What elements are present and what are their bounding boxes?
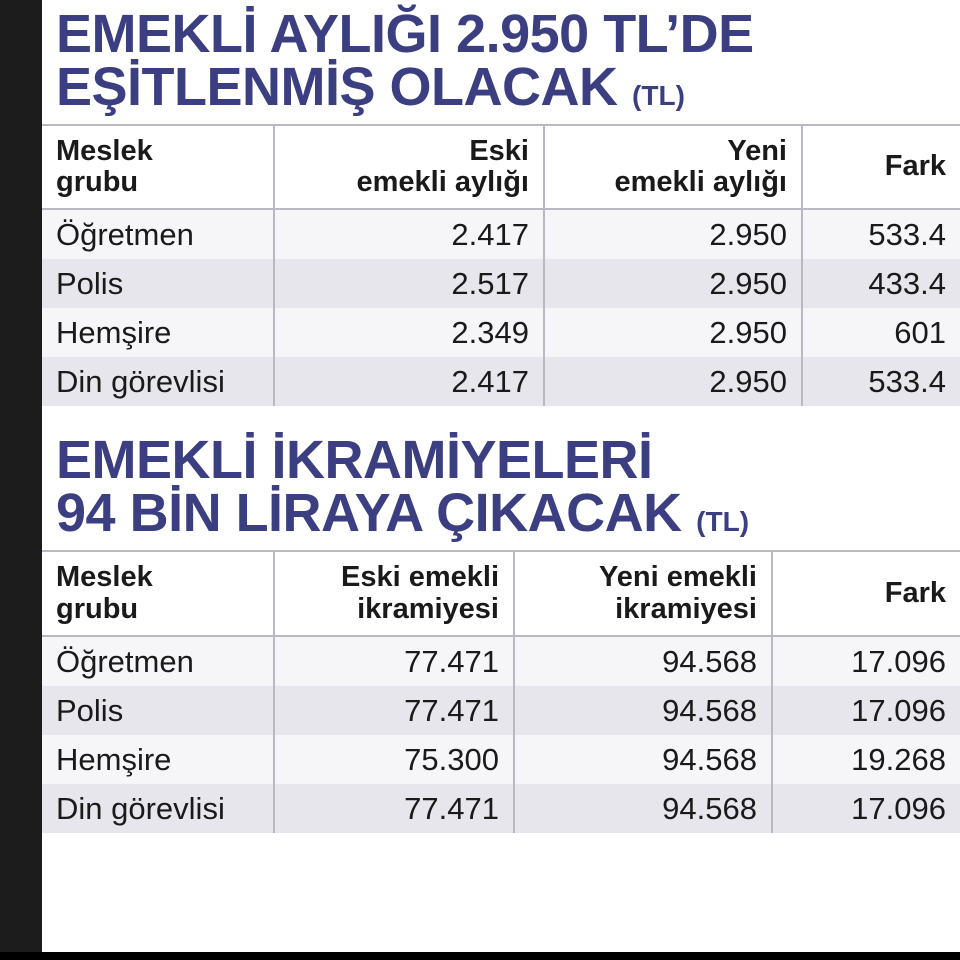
cell-profession: Polis <box>42 259 274 308</box>
section-2-headline-line1: EMEKLİ İKRAMİYELERİ <box>56 430 653 491</box>
section-pension-bonus <box>42 424 960 832</box>
section-2-headline <box>42 424 960 544</box>
cell-diff: 601 <box>802 308 960 357</box>
cell-profession: Din görevlisi <box>42 357 274 406</box>
section-2-headline-line2: 94 BİN LİRAYA ÇIKACAK (TL) <box>56 483 750 544</box>
cell-profession: Öğretmen <box>42 636 274 686</box>
content-area <box>42 0 960 960</box>
cell-old: 77.471 <box>274 636 514 686</box>
table-1-col-0: Meslek grubu <box>42 125 274 210</box>
table-2-col-0: Meslek grubu <box>42 551 274 636</box>
table-2-body <box>42 636 960 833</box>
table-row <box>42 209 960 259</box>
table-1-body <box>42 209 960 406</box>
cell-profession: Öğretmen <box>42 209 274 259</box>
cell-new: 94.568 <box>514 784 772 833</box>
table-row <box>42 357 960 406</box>
section-1-headline-line1: EMEKLİ AYLIĞI 2.950 TL’DE <box>56 4 754 64</box>
section-2-headline-unit: (TL) <box>696 506 750 538</box>
cell-diff: 433.4 <box>802 259 960 308</box>
cell-old: 2.417 <box>274 209 544 259</box>
table-row <box>42 636 960 686</box>
table-row <box>42 308 960 357</box>
table-2-col-2: Yeni emekli ikramiyesi <box>514 551 772 636</box>
cell-new: 2.950 <box>544 308 802 357</box>
cell-new: 94.568 <box>514 636 772 686</box>
cell-diff: 17.096 <box>772 784 960 833</box>
cell-profession: Hemşire <box>42 735 274 784</box>
table-1-col-1: Eski emekli aylığı <box>274 125 544 210</box>
table-row <box>42 686 960 735</box>
cell-diff: 17.096 <box>772 686 960 735</box>
cell-diff: 533.4 <box>802 209 960 259</box>
cell-new: 2.950 <box>544 259 802 308</box>
cell-old: 2.349 <box>274 308 544 357</box>
cell-old: 77.471 <box>274 686 514 735</box>
left-gutter <box>0 0 42 960</box>
section-divider <box>42 406 960 424</box>
table-2-col-1: Eski emekli ikramiyesi <box>274 551 514 636</box>
table-pension-monthly <box>42 124 960 407</box>
cell-new: 2.950 <box>544 209 802 259</box>
table-pension-bonus <box>42 550 960 833</box>
table-row <box>42 735 960 784</box>
cell-old: 75.300 <box>274 735 514 784</box>
table-1-col-3: Fark <box>802 125 960 210</box>
cell-new: 94.568 <box>514 686 772 735</box>
cell-new: 94.568 <box>514 735 772 784</box>
table-2-col-3: Fark <box>772 551 960 636</box>
cell-old: 2.517 <box>274 259 544 308</box>
cell-profession: Polis <box>42 686 274 735</box>
bottom-edge <box>0 952 960 960</box>
table-row <box>42 784 960 833</box>
section-1-headline <box>42 0 960 117</box>
table-1-col-2: Yeni emekli aylığı <box>544 125 802 210</box>
cell-new: 2.950 <box>544 357 802 406</box>
table-1-header-row <box>42 125 960 210</box>
section-1-headline-line2: EŞİTLENMİŞ OLACAK (TL) <box>56 56 685 117</box>
section-pension-monthly <box>42 0 960 406</box>
table-2-header-row <box>42 551 960 636</box>
cell-diff: 533.4 <box>802 357 960 406</box>
cell-diff: 17.096 <box>772 636 960 686</box>
cell-old: 2.417 <box>274 357 544 406</box>
cell-old: 77.471 <box>274 784 514 833</box>
cell-profession: Hemşire <box>42 308 274 357</box>
table-row <box>42 259 960 308</box>
table-1-head <box>42 125 960 210</box>
cell-profession: Din görevlisi <box>42 784 274 833</box>
table-2-head <box>42 551 960 636</box>
section-1-headline-unit: (TL) <box>632 79 685 111</box>
cell-diff: 19.268 <box>772 735 960 784</box>
